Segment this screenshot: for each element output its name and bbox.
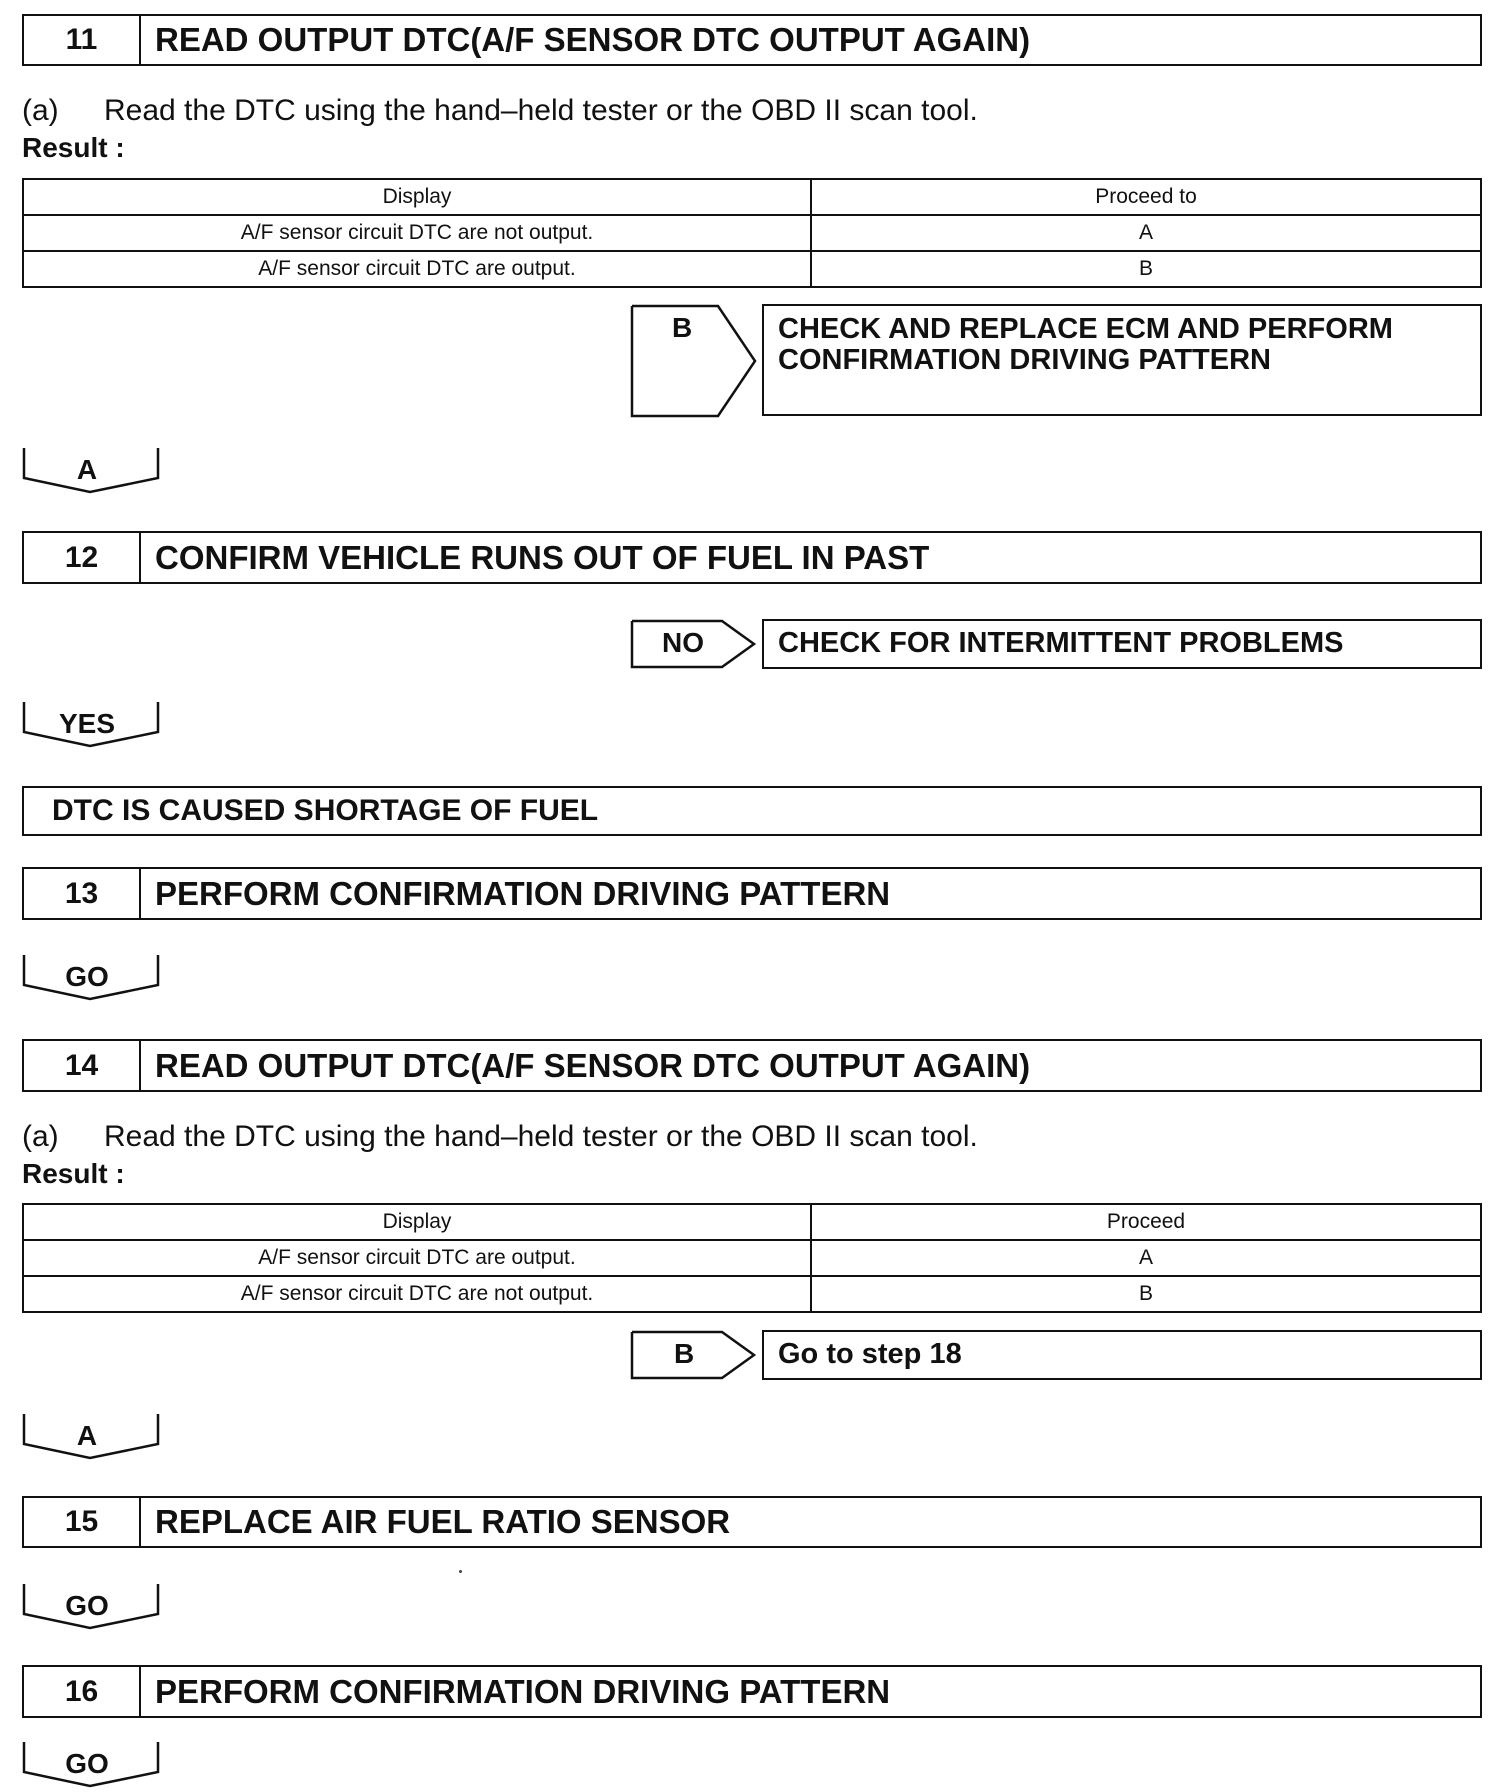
step-14-header <box>22 1039 1482 1092</box>
result-tab-go <box>22 1740 162 1790</box>
branch-label: B <box>674 1338 695 1369</box>
table-row <box>23 1240 1481 1276</box>
stray-mark <box>459 1570 462 1573</box>
step-number: 11 <box>24 16 141 64</box>
result-tab-a <box>22 446 162 496</box>
result-label: Result : <box>22 132 125 163</box>
table-cell: B <box>811 1276 1481 1312</box>
step-number: 12 <box>24 533 141 582</box>
step-title: READ OUTPUT DTC(A/F SENSOR DTC OUTPUT AGAIN) <box>155 21 1031 58</box>
table-cell: A/F sensor circuit DTC are output. <box>23 251 811 287</box>
table-cell: A/F sensor circuit DTC are output. <box>23 1240 811 1276</box>
step-number: 15 <box>24 1498 141 1546</box>
table-cell: A/F sensor circuit DTC are not output. <box>23 215 811 251</box>
table-header-row <box>23 1204 1481 1240</box>
branch-target-line: CHECK AND REPLACE ECM AND PERFORM <box>778 313 1393 345</box>
table-row <box>23 215 1481 251</box>
step-title: PERFORM CONFIRMATION DRIVING PATTERN <box>155 874 891 912</box>
table-header-cell: Display <box>23 1204 811 1240</box>
table-cell: A <box>811 1240 1481 1276</box>
result-table-1 <box>22 178 1482 288</box>
step-16-header <box>22 1665 1482 1718</box>
table-header-cell: Display <box>23 179 811 215</box>
table-row <box>23 251 1481 287</box>
step-11-header <box>22 14 1482 66</box>
step-number: 14 <box>24 1041 141 1090</box>
table-cell: A/F sensor circuit DTC are not output. <box>23 1276 811 1312</box>
step-title: PERFORM CONFIRMATION DRIVING PATTERN <box>155 1672 891 1710</box>
branch-b-arrow-box <box>630 304 762 418</box>
branch-target-line: CONFIRMATION DRIVING PATTERN <box>778 344 1271 376</box>
tab-label: A <box>76 454 98 485</box>
branch-b-target: Go to step 18 <box>762 1330 1482 1380</box>
table-row <box>23 1276 1481 1312</box>
table-cell: B <box>811 251 1481 287</box>
instruction-tag: (a) <box>22 94 59 127</box>
branch-arrow-icon <box>630 304 762 418</box>
tab-label: GO <box>65 961 109 992</box>
tab-label: GO <box>65 1590 109 1621</box>
instruction-text: Read the DTC using the hand–held tester or the OBD II scan tool. <box>104 94 978 127</box>
instruction-paragraph <box>22 1120 978 1154</box>
table-header-cell: Proceed to <box>811 179 1481 215</box>
branch-no-arrow-box <box>630 619 762 669</box>
table-header-cell: Proceed <box>811 1204 1481 1240</box>
result-tab-go <box>22 953 162 1003</box>
tab-label: A <box>76 1420 98 1451</box>
step-12-header <box>22 531 1482 584</box>
step-title: REPLACE AIR FUEL RATIO SENSOR <box>155 1503 731 1540</box>
result-tab-go <box>22 1582 162 1632</box>
instruction-paragraph <box>22 94 978 128</box>
branch-b-arrow-box <box>630 1330 762 1380</box>
branch-label: B <box>672 312 693 343</box>
result-tab-a <box>22 1412 162 1462</box>
instruction-text: Read the DTC using the hand–held tester or the OBD II scan tool. <box>104 1120 978 1153</box>
step-title: READ OUTPUT DTC(A/F SENSOR DTC OUTPUT AGAIN) <box>155 1046 1031 1084</box>
tab-label: YES <box>58 708 116 739</box>
result-tab-yes <box>22 700 162 750</box>
step-number: 16 <box>24 1667 141 1716</box>
table-header-row <box>23 179 1481 215</box>
branch-b-target <box>762 304 1482 416</box>
step-13-header <box>22 867 1482 920</box>
branch-arrow-icon <box>630 1330 762 1380</box>
result-table-2 <box>22 1203 1482 1313</box>
step-title: CONFIRM VEHICLE RUNS OUT OF FUEL IN PAST <box>155 538 930 576</box>
branch-no-target: CHECK FOR INTERMITTENT PROBLEMS <box>762 619 1482 669</box>
result-label: Result : <box>22 1158 125 1189</box>
instruction-tag: (a) <box>22 1120 59 1153</box>
step-15-header <box>22 1496 1482 1548</box>
step-number: 13 <box>24 869 141 918</box>
tab-label: GO <box>65 1748 109 1779</box>
diagnosis-box: DTC IS CAUSED SHORTAGE OF FUEL <box>22 786 1482 836</box>
branch-label: NO <box>662 627 704 658</box>
table-cell: A <box>811 215 1481 251</box>
